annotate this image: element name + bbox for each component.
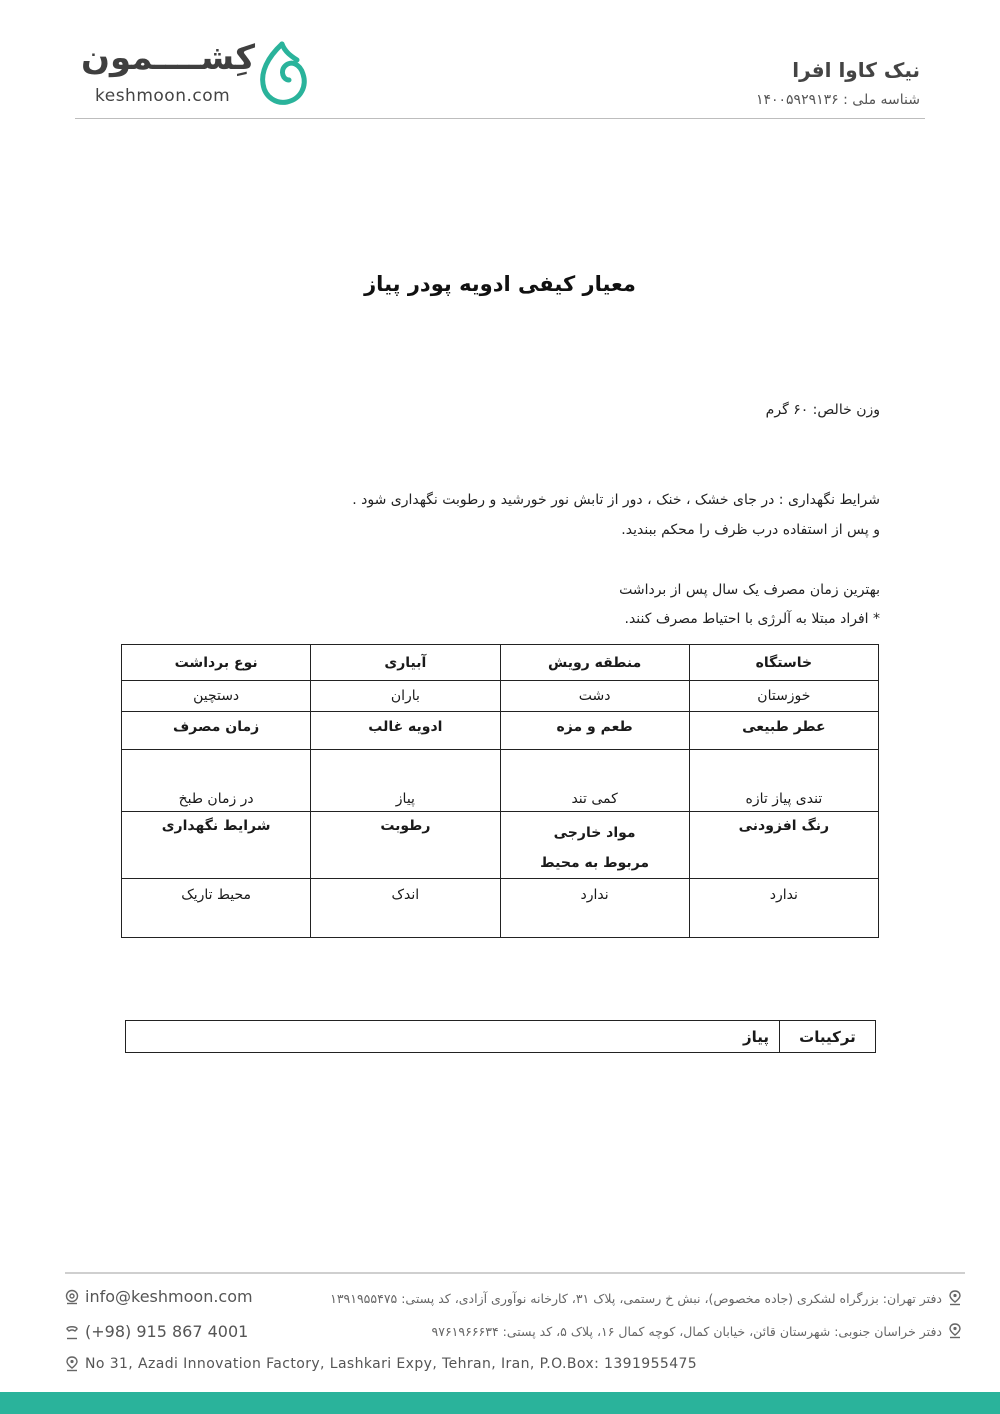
- document-title: معیار کیفی ادویه پودر پیاز: [364, 272, 636, 296]
- table-header-cell: طعم و مزه: [500, 712, 689, 750]
- table-header-cell: زمان مصرف: [122, 712, 311, 750]
- table-header-cell: رطوبت: [311, 812, 500, 879]
- table-value-cell: در زمان طبخ: [122, 750, 311, 812]
- table-row: [122, 712, 879, 750]
- logo-url: keshmoon.com: [95, 86, 231, 106]
- table-value-cell: اندک: [311, 879, 500, 938]
- logo-wordmark: کِشــــمون: [81, 38, 255, 78]
- table-header-cell: خاستگاه: [689, 645, 878, 681]
- table-row: [122, 681, 879, 712]
- table-header-cell: مواد خارجی مربوط به محیط: [500, 812, 689, 879]
- keshmoon-logo: [81, 36, 315, 116]
- composition-table: [125, 1020, 876, 1053]
- allergy-warning: * افراد مبتلا به آلرژی با احتیاط مصرف کنند.: [624, 611, 880, 627]
- phone-icon: [65, 1324, 79, 1340]
- table-value-cell: ندارد: [689, 879, 878, 938]
- table-header-cell: آبیاری: [311, 645, 500, 681]
- company-name: نیک کاوا افرا: [792, 58, 920, 82]
- header-divider: [75, 118, 925, 119]
- table-row: [122, 812, 879, 879]
- at-sign-icon: [65, 1289, 79, 1305]
- footer-office-khorasan: [282, 1323, 962, 1339]
- table-value-cell: ندارد: [500, 879, 689, 938]
- table-value-cell: کمی تند: [500, 750, 689, 812]
- storage-conditions-line2: و پس از استفاده درب ظرف را محکم ببندید.: [621, 522, 880, 538]
- table-value-cell: محیط تاریک: [122, 879, 311, 938]
- table-header-cell: شرایط نگهداری: [122, 812, 311, 879]
- table-header-cell: عطر طبیعی: [689, 712, 878, 750]
- table-header-cell: منطقه رویش: [500, 645, 689, 681]
- composition-value: پیاز: [126, 1021, 780, 1053]
- footer-address-en: [65, 1356, 697, 1372]
- keshmoon-leaf-icon: [255, 38, 309, 108]
- company-national-id: شناسه ملی : ۱۴۰۰۵۹۲۹۱۳۶: [755, 92, 920, 108]
- table-header-cell: رنگ افزودنی: [689, 812, 878, 879]
- table-header-cell: نوع برداشت: [122, 645, 311, 681]
- footer-address-en-text: No 31, Azadi Innovation Factory, Lashkari Expy, Tehran, Iran, P.O.Box: 1391955475: [85, 1356, 698, 1372]
- best-consumption-time: بهترین زمان مصرف یک سال پس از برداشت: [619, 582, 880, 598]
- table-row: [122, 750, 879, 812]
- table-value-cell: دستچین: [122, 681, 311, 712]
- footer-office-tehran: [282, 1290, 962, 1306]
- table-value-cell: پیاز: [311, 750, 500, 812]
- storage-conditions-line1: شرایط نگهداری : در جای خشک ، خنک ، دور از تابش نور خورشید و رطوبت نگهداری شود .: [352, 492, 880, 508]
- footer-office-khorasan-text: دفتر خراسان جنوبی: شهرستان قائن، خیابان کمال، کوچه کمال ۱۶، پلاک ۵، کد پستی: ۹۷۶۱۹۶۶۶۳۴: [431, 1323, 942, 1339]
- net-weight: وزن خالص: ۶۰ گرم: [765, 402, 880, 418]
- footer-phone-text: (+98) 915 867 4001: [85, 1322, 249, 1341]
- location-pin-icon: [65, 1356, 79, 1372]
- table-header-cell: ادویه غالب: [311, 712, 500, 750]
- footer-phone: [65, 1322, 248, 1341]
- location-pin-icon: [948, 1323, 962, 1339]
- table-row: [122, 645, 879, 681]
- footer-office-tehran-text: دفتر تهران: بزرگراه لشکری (جاده مخصوص)، نبش خ رستمی، پلاک ۳۱، کارخانه نوآوری آزادی، کد پستی: ۱۳۹۱۹۵۵۴۷۵: [330, 1290, 942, 1306]
- footer-email: [65, 1287, 253, 1306]
- company-block: [600, 58, 920, 108]
- table-row: [126, 1021, 876, 1053]
- footer-divider: [65, 1272, 965, 1274]
- table-row: [122, 879, 879, 938]
- location-pin-icon: [948, 1290, 962, 1306]
- footer-brand-bar: [0, 1392, 1000, 1414]
- table-value-cell: دشت: [500, 681, 689, 712]
- quality-spec-table: [121, 644, 879, 938]
- composition-label: ترکیبات: [780, 1021, 876, 1053]
- table-value-cell: باران: [311, 681, 500, 712]
- table-value-cell: خوزستان: [689, 681, 878, 712]
- table-value-cell: تندی پیاز تازه: [689, 750, 878, 812]
- footer-email-text[interactable]: info@keshmoon.com: [85, 1287, 253, 1306]
